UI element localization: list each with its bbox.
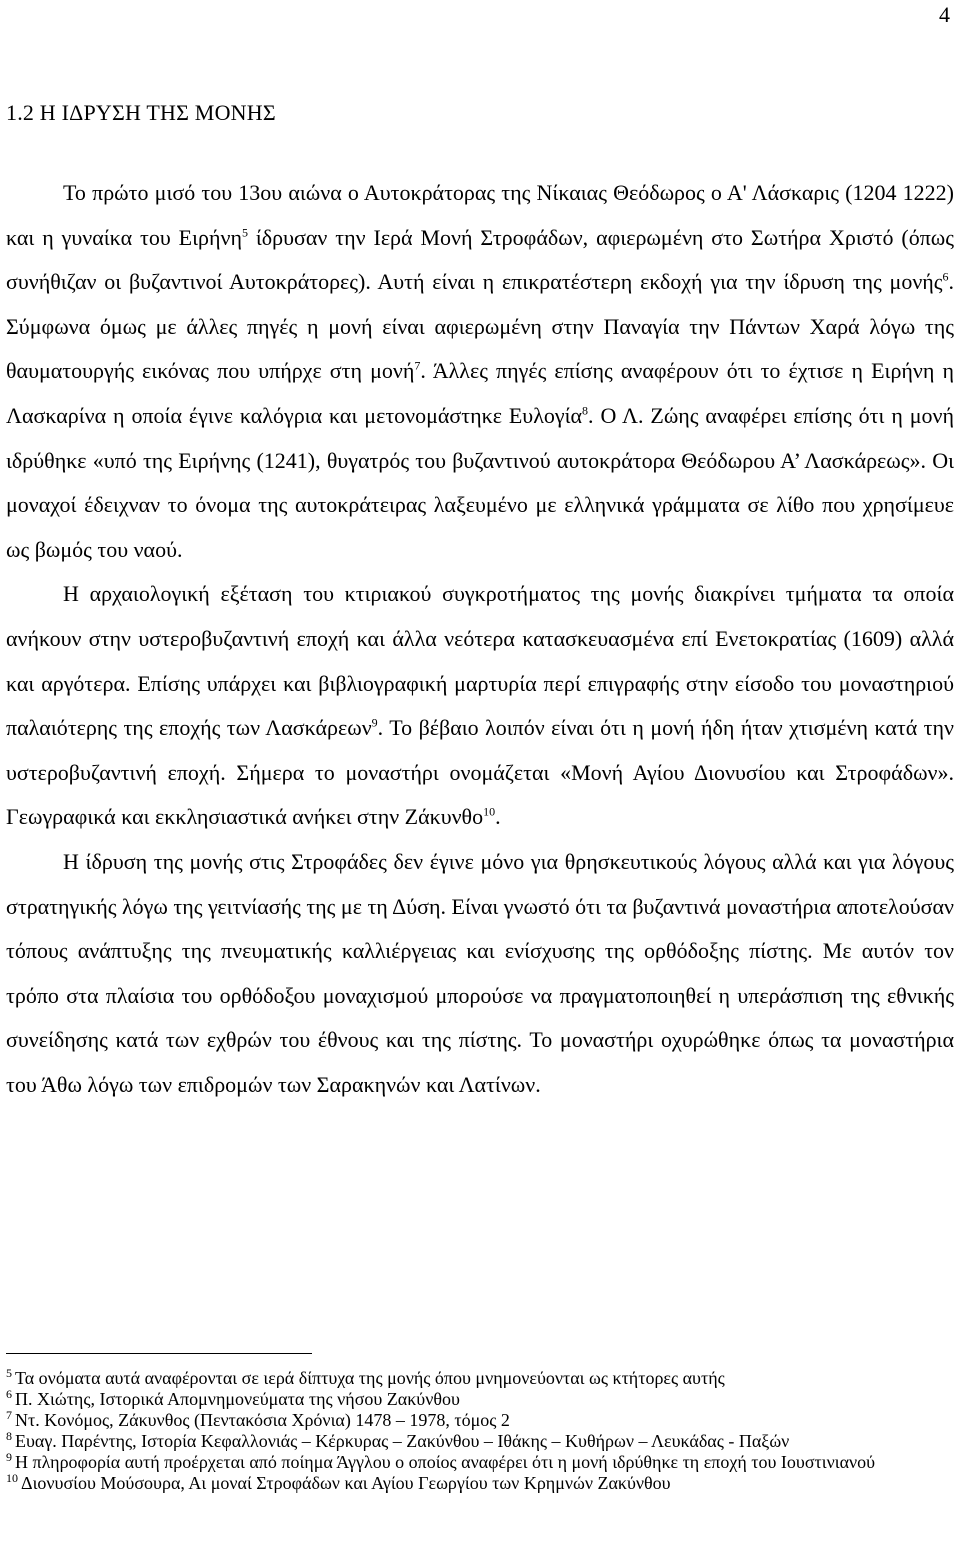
footnote-7 <box>6 1410 946 1431</box>
footnote-5 <box>6 1368 946 1389</box>
footnote-text: Η πληροφορία αυτή προέρχεται από ποίημα Άγγλου ο οποίος αναφέρει ότι η μονή ιδρύθηκε τη εποχή του Ιουστινιανού <box>15 1452 876 1472</box>
footnote-8 <box>6 1431 946 1452</box>
paragraph-text: . Άλλες πηγές επίσης αναφέρουν ότι το έχτισε η Ειρήνη η Λασκαρίνα η οποία έγινε καλόγρια και μετονομάστηκε Ευλογία <box>6 358 954 428</box>
footnote-number: 8 <box>6 1429 12 1443</box>
paragraph-text: . Το βέβαιο λοιπόν είναι ότι η μονή ήδη ήταν χτισμένη κατά την υστεροβυζαντινή εποχή. Σήμερα το μοναστήρι ονομάζεται «Μονή Αγίου Διονυσίου και Στροφάδων». Γεωγραφικά και εκκλησιαστικά ανήκει στην Ζάκυνθο <box>6 715 954 830</box>
paragraph-text: Το πρώτο μισό του 13ου αιώνα ο Αυτοκράτορας της Νίκαιας Θεόδωρος ο Α' Λάσκαρις (1204 1222) και η γυναίκα του Ειρήνη <box>6 180 954 250</box>
paragraph-text: Η ίδρυση της μονής στις Στροφάδες δεν έγινε μόνο για θρησκευτικούς λόγους αλλά και για λόγους στρατηγικής λόγω της γειτνίασής της με τη Δύση. Είναι γνωστό ότι τα βυζαντινά μοναστήρια αποτελούσαν τόπους ανάπτυξης της πνευματικής καλλιέργειας και ενίσχυσης της ορθόδοξης πίστης. Με αυτόν τον τρόπο στα πλαίσια του ορθόδοξου μοναχισμού μπορούσε να πραγματοποιηθεί η υπεράσπιση της εθνικής συνείδησης κατά των εχθρών του έθνους και της πίστης. Το μοναστήρι οχυρώθηκε όπως τα μοναστήρια του Άθω λόγω των επιδρομών των Σαρακηνών και Λατίνων. <box>6 848 954 1097</box>
footnote-text: Ευαγ. Παρέντης, Ιστορία Κεφαλλονιάς – Κέρκυρας – Ζακύνθου – Ιθάκης – Κυθήρων – Λευκάδας - Παξών <box>15 1431 790 1451</box>
footnote-6 <box>6 1389 946 1410</box>
footnote-text: Ντ. Κονόμος, Ζάκυνθος (Πεντακόσια Χρόνια) 1478 – 1978, τόμος 2 <box>15 1410 510 1430</box>
paragraph-text: . Σύμφωνα όμως με άλλες πηγές η μονή είναι αφιερωμένη στην Παναγία την Πάντων Χαρά λόγω της θαυματουργής εικόνας που υπήρχε στη μονή <box>6 269 954 384</box>
footnote-number: 5 <box>6 1366 12 1380</box>
footnote-ref-5[interactable]: 5 <box>241 225 248 240</box>
footnote-text: Τα ονόματα αυτά αναφέρονται σε ιερά δίπτυχα της μονής όπου μνημονεύονται ως κτήτορες αυτής <box>15 1368 725 1388</box>
footnote-10 <box>6 1473 946 1494</box>
footnote-number: 7 <box>6 1408 12 1422</box>
footnote-ref-10[interactable]: 10 <box>483 804 496 819</box>
paragraph-text: . <box>495 804 501 830</box>
footnote-ref-6[interactable]: 6 <box>942 269 949 284</box>
footnote-text: Π. Χιώτης, Ιστορικά Απομνημονεύματα της νήσου Ζακύνθου <box>15 1389 460 1409</box>
footnotes <box>6 1368 946 1494</box>
paragraph-text: Η αρχαιολογική εξέταση του κτιριακού συγκροτήματος της μονής διακρίνει τμήματα τα οποία ανήκουν στην υστεροβυζαντινή εποχή και άλλα νεότερα κατασκευασμένα επί Ενετοκρατίας (1609) αλλά και αργότερα. Επίσης υπάρχει και βιβλιογραφική μαρτυρία περί επιγραφής στην είσοδο του μοναστηριού παλαιότερης της εποχής των Λασκάρεων <box>6 581 954 741</box>
paragraph-3 <box>6 840 954 1108</box>
footnote-ref-8[interactable]: 8 <box>582 403 589 418</box>
footnote-ref-7[interactable]: 7 <box>414 359 421 374</box>
footnote-text: Διονυσίου Μούσουρα, Αι μοναί Στροφάδων και Αγίου Γεωργίου των Κρημνών Ζακύνθου <box>21 1473 671 1493</box>
paragraph-text: . Ο Λ. Ζώης αναφέρει επίσης ότι η μονή ιδρύθηκε «υπό της Ειρήνης (1241), θυγατρός του βυζαντινού αυτοκράτορα Θεόδωρου Α’ Λασκάρεως». Οι μοναχοί έδειχναν το όνομα της αυτοκράτειρας λαξευμένο με ελληνικά γράμματα σε λίθο που χρησίμευε ως βωμός του ναού. <box>6 402 955 562</box>
footnote-number: 6 <box>6 1387 12 1401</box>
paragraph-1 <box>6 171 954 572</box>
footnote-ref-9[interactable]: 9 <box>371 715 378 730</box>
footnote-separator <box>6 1353 312 1354</box>
footnote-number: 10 <box>6 1471 18 1485</box>
section-heading: 1.2 Η ΙΔΡΥΣΗ ΤΗΣ ΜΟΝΗΣ <box>6 100 276 125</box>
body-text <box>6 171 954 1107</box>
footnote-9 <box>6 1452 946 1473</box>
paragraph-text: ίδρυσαν την Ιερά Μονή Στροφάδων, αφιερωμένη στο Σωτήρα Χριστό (όπως συνήθιζαν οι βυζαντινοί Αυτοκράτορες). Αυτή είναι η επικρατέστερη εκδοχή για την ίδρυση της μονής <box>6 224 955 295</box>
page-number: 4 <box>939 2 950 27</box>
footnote-number: 9 <box>6 1450 12 1464</box>
paragraph-2 <box>6 572 954 840</box>
